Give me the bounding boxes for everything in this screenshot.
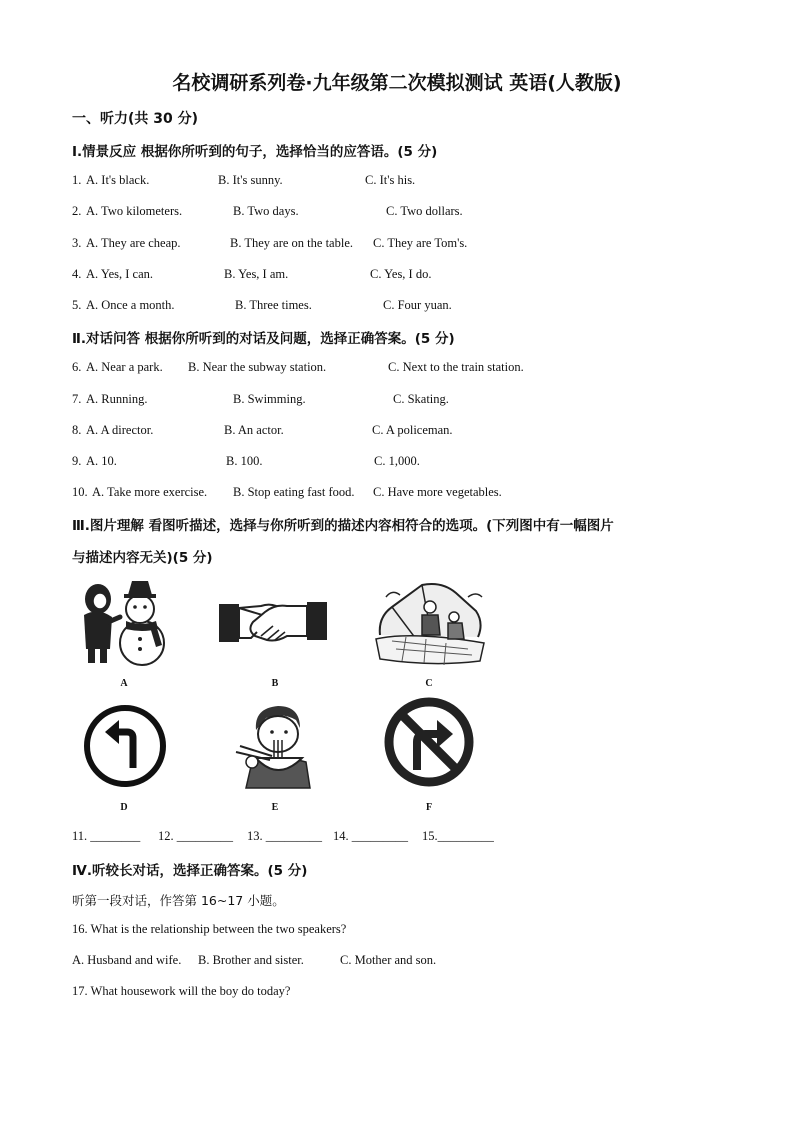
boy-eating-noodles-icon bbox=[230, 700, 322, 792]
picture-label-d: D bbox=[120, 802, 128, 813]
section-4-heading: Ⅳ.听较长对话，选择正确答案。(5 分) bbox=[72, 863, 308, 879]
q8-option-a: A. A director. bbox=[86, 423, 154, 437]
part-listening-heading: 一、听力(共 30 分) bbox=[72, 111, 199, 127]
q9-option-c: C. 1,000. bbox=[374, 454, 420, 468]
q16-text: 16. What is the relationship between the two speakers? bbox=[72, 922, 347, 936]
q1-option-b: B. It's sunny. bbox=[218, 173, 283, 187]
no-right-turn-sign-icon bbox=[383, 696, 475, 788]
q7-num: 7. bbox=[72, 392, 82, 406]
q3-option-c: C. They are Tom's. bbox=[373, 236, 468, 250]
blank-13[interactable]: 13. _________ bbox=[247, 829, 322, 843]
q5-option-b: B. Three times. bbox=[235, 298, 312, 312]
q9-option-b: B. 100. bbox=[226, 454, 263, 468]
q6-option-b: B. Near the subway station. bbox=[188, 360, 327, 374]
section-2-heading: Ⅱ.对话问答 根据你所听到的对话及问题，选择正确答案。(5 分) bbox=[72, 331, 455, 347]
picture-label-a: A bbox=[120, 678, 128, 689]
picture-label-b: B bbox=[271, 678, 279, 689]
q6-option-a: A. Near a park. bbox=[86, 360, 163, 374]
q7-option-c: C. Skating. bbox=[393, 392, 449, 406]
q1-num: 1. bbox=[72, 173, 82, 187]
q10-option-c: C. Have more vegetables. bbox=[373, 485, 502, 499]
q5-num: 5. bbox=[72, 298, 82, 312]
turn-left-sign-icon bbox=[83, 704, 167, 788]
q7-option-b: B. Swimming. bbox=[233, 392, 306, 406]
q10-option-a: A. Take more exercise. bbox=[92, 485, 208, 499]
q16-option-a: A. Husband and wife. bbox=[72, 953, 182, 967]
q6-option-c: C. Next to the train station. bbox=[388, 360, 524, 374]
q2-option-c: C. Two dollars. bbox=[386, 204, 463, 218]
q10-option-b: B. Stop eating fast food. bbox=[233, 485, 355, 499]
q2-option-a: A. Two kilometers. bbox=[86, 204, 183, 218]
q6-num: 6. bbox=[72, 360, 82, 374]
q1-option-c: C. It's his. bbox=[365, 173, 416, 187]
section-4-intro: 听第一段对话，作答第 16~17 小题。 bbox=[72, 893, 285, 908]
camping-icon bbox=[372, 577, 488, 669]
picture-label-e: E bbox=[271, 802, 279, 813]
blank-14[interactable]: 14. _________ bbox=[333, 829, 408, 843]
q4-option-b: B. Yes, I am. bbox=[224, 267, 289, 281]
section-1-heading: Ⅰ.情景反应 根据你所听到的句子，选择恰当的应答语。(5 分) bbox=[72, 144, 438, 160]
page-title: 名校调研系列卷·九年级第二次模拟测试 英语(人教版) bbox=[172, 72, 622, 94]
q10-num: 10. bbox=[72, 485, 88, 499]
q3-option-b: B. They are on the table. bbox=[230, 236, 353, 250]
q9-num: 9. bbox=[72, 454, 82, 468]
q2-option-b: B. Two days. bbox=[233, 204, 299, 218]
blank-11[interactable]: 11. ________ bbox=[72, 829, 141, 843]
blank-12[interactable]: 12. _________ bbox=[158, 829, 233, 843]
q8-option-c: C. A policeman. bbox=[372, 423, 453, 437]
q16-option-b: B. Brother and sister. bbox=[198, 953, 304, 967]
section-3-heading-cont: 与描述内容无关)(5 分) bbox=[72, 550, 213, 566]
section-3-heading: Ⅲ.图片理解 看图听描述，选择与你所听到的描述内容相符合的选项。(下列图中有一幅图片 bbox=[72, 518, 614, 534]
picture-label-f: F bbox=[425, 802, 433, 813]
q5-option-c: C. Four yuan. bbox=[383, 298, 452, 312]
q2-num: 2. bbox=[72, 204, 82, 218]
q9-option-a: A. 10. bbox=[86, 454, 117, 468]
picture-label-c: C bbox=[425, 678, 433, 689]
q8-option-b: B. An actor. bbox=[224, 423, 284, 437]
handshake-icon bbox=[217, 596, 329, 648]
blank-15[interactable]: 15._________ bbox=[422, 829, 494, 843]
q17-text: 17. What housework will the boy do today? bbox=[72, 984, 291, 998]
q8-num: 8. bbox=[72, 423, 82, 437]
q4-option-a: A. Yes, I can. bbox=[86, 267, 154, 281]
q16-option-c: C. Mother and son. bbox=[340, 953, 437, 967]
q3-option-a: A. They are cheap. bbox=[86, 236, 181, 250]
snowman-icon bbox=[76, 577, 170, 669]
q1-option-a: A. It's black. bbox=[86, 173, 150, 187]
q4-num: 4. bbox=[72, 267, 82, 281]
q4-option-c: C. Yes, I do. bbox=[370, 267, 432, 281]
q3-num: 3. bbox=[72, 236, 82, 250]
q7-option-a: A. Running. bbox=[86, 392, 148, 406]
q5-option-a: A. Once a month. bbox=[86, 298, 175, 312]
